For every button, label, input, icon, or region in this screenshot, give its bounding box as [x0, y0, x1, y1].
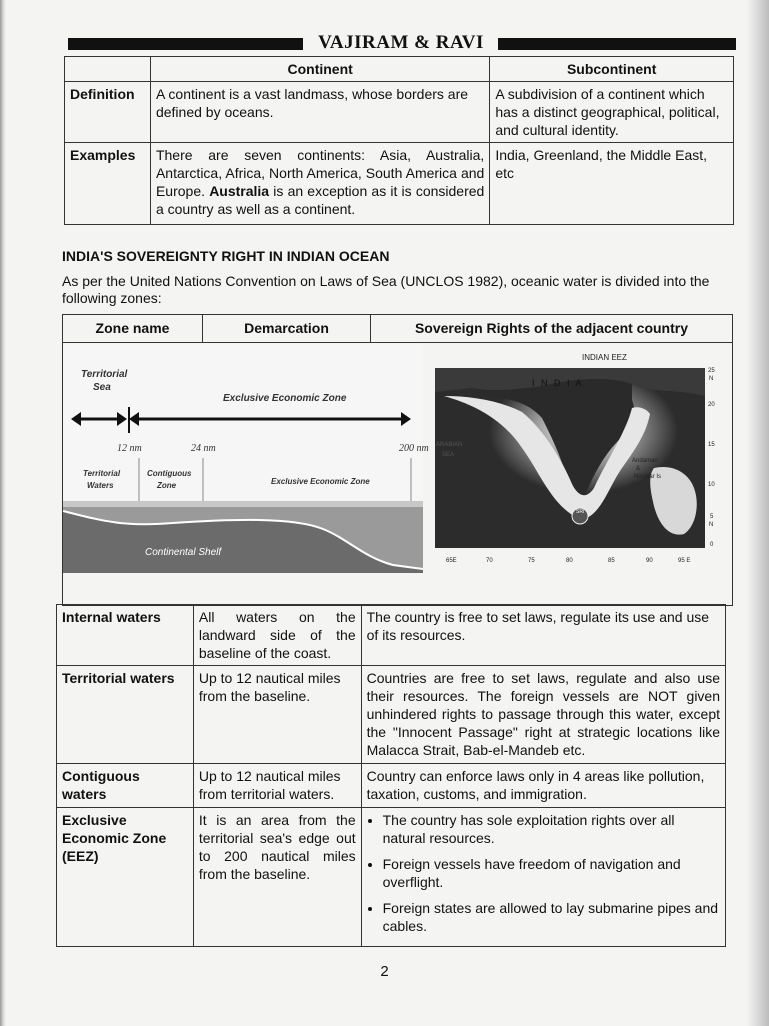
table-row [57, 605, 726, 666]
lon-90: 90 [646, 558, 653, 564]
zone-demarcation-contiguous: Up to 12 nautical miles from territorial waters. [193, 764, 361, 808]
lat-20: 20 [708, 402, 715, 408]
contiguous-zone-label-2: Zone [157, 481, 177, 490]
territorial-sea-label-1: Territorial [81, 369, 128, 380]
page-number: 2 [380, 963, 389, 980]
list-item: • The country has sole exploitation rights over all natural resources. [383, 811, 720, 847]
distance-200nm: 200 nm [399, 443, 429, 454]
header-continent: Continent [150, 57, 489, 82]
subcontinent-examples: India, Greenland, the Middle East, etc [490, 143, 734, 225]
lat-5: 5 [710, 514, 714, 520]
lat-15: 15 [708, 442, 715, 448]
lat-25: 25 [708, 368, 715, 374]
header-subcontinent: Subcontinent [490, 57, 734, 82]
map-label-arabian-1: ARABIAN [436, 442, 463, 448]
continent-definition: A continent is a vast landmass, whose borders are defined by oceans. [150, 82, 489, 143]
distance-12nm: 12 nm [117, 443, 142, 454]
subcontinent-definition: A subdivision of a continent which has a distinct geographical, political, and cultural identity. [490, 82, 734, 143]
zone-name-territorial: Territorial waters [57, 666, 194, 764]
row-label-examples: Examples [65, 143, 151, 225]
map-label-andaman-1: Andaman [632, 458, 658, 464]
header-cell-empty [65, 57, 151, 82]
territorial-waters-label-1: Territorial [83, 469, 121, 478]
distance-24nm: 24 nm [191, 443, 216, 454]
lat-5n: N [709, 522, 714, 528]
brand-title: VAJIRAM & RAVI [318, 32, 484, 53]
map-title: INDIAN EEZ [582, 353, 627, 362]
continent-examples-tail: is an exception as it is considered a country as well as a continent. [155, 183, 485, 217]
zone-rights-contiguous: Country can enforce laws only in 4 areas like pollution, taxation, customs, and immigration. [361, 764, 725, 808]
continent-examples-text: There are seven continents: Asia, Australia, Antarctica, Africa, North America, South America and Europe. [155, 147, 485, 199]
eez-small-label: Exclusive Economic Zone [271, 477, 370, 486]
zone-demarcation-eez: It is an area from the territorial sea's edge out to 200 nautical miles from the baseline. [193, 808, 361, 947]
lat-25n: N [709, 376, 714, 382]
header-bar-left [68, 38, 303, 50]
list-item: • Foreign states are allowed to lay submarine pipes and cables. [383, 899, 720, 935]
map-label-arabian-2: SEA [442, 452, 455, 458]
eez-diagram-label: Exclusive Economic Zone [223, 393, 347, 404]
lat-10: 10 [708, 482, 715, 488]
lon-80: 80 [566, 558, 573, 564]
map-label-andaman-2: & [636, 466, 641, 472]
table-row [57, 666, 726, 764]
continent-examples-bold: Australia [209, 183, 270, 199]
zones-header-row [63, 315, 732, 343]
territorial-waters-label-2: Waters [87, 481, 114, 490]
lat-0: 0 [710, 542, 714, 548]
header-bar-right [498, 38, 736, 50]
table-row [65, 143, 734, 225]
eez-rights-list [367, 811, 720, 935]
continent-examples [150, 143, 489, 225]
zone-name-internal: Internal waters [57, 605, 194, 666]
territorial-sea-label-2: Sea [93, 382, 111, 393]
zone-name-eez: Exclusive Economic Zone (EEZ) [57, 808, 194, 947]
table-row [65, 82, 734, 143]
longitude-labels [446, 558, 690, 564]
row-label-definition: Definition [65, 82, 151, 143]
continent-comparison-table [64, 56, 734, 225]
map-label-india: I N D I A [532, 378, 584, 388]
lon-70: 70 [486, 558, 493, 564]
indian-eez-map [432, 348, 717, 570]
contiguous-zone-label-1: Contiguous [147, 469, 192, 478]
page-right-edge [747, 0, 769, 1026]
zone-rights-territorial: Countries are free to set laws, regulate and also use their resources. The foreign vessels are NOT given unhindered rights to passage through this water, except the "Innocent Passage" right at strategic locations like Malacca Strait, Bab-el-Mandeb etc. [361, 666, 725, 764]
header-zone-name: Zone name [63, 315, 203, 342]
zone-name-contiguous: Contiguous waters [57, 764, 194, 808]
lon-85: 85 [608, 558, 615, 564]
table-header-row [65, 57, 734, 82]
zone-demarcation-territorial: Up to 12 nautical miles from the baseline. [193, 666, 361, 764]
list-item: • Foreign vessels have freedom of navigation and overflight. [383, 855, 720, 891]
zone-rights-eez [361, 808, 725, 947]
lon-95e: 95 E [678, 558, 691, 564]
zone-rights-internal: The country is free to set laws, regulate its use and use of its resources. [361, 605, 725, 666]
zone-demarcation-internal: All waters on the landward side of the baseline of the coast. [193, 605, 361, 666]
section-intro: As per the United Nations Convention on Laws of Sea (UNCLOS 1982), oceanic water is divided into the following zones: [62, 273, 710, 306]
maritime-zones-table [56, 604, 726, 947]
zones-figure-box [62, 314, 733, 606]
lon-75: 75 [528, 558, 535, 564]
table-row [57, 808, 726, 947]
section-heading: INDIA'S SOVEREIGNTY RIGHT IN INDIAN OCEAN [62, 248, 390, 264]
page-left-edge [0, 0, 6, 1026]
header-demarcation: Demarcation [203, 315, 371, 342]
maritime-zones-diagram [63, 343, 429, 573]
map-label-sri: SRI [576, 509, 585, 515]
table-row [57, 764, 726, 808]
latitude-labels [708, 368, 715, 548]
lon-65e: 65E [446, 558, 457, 564]
page-header [68, 33, 736, 53]
header-sovereign-rights: Sovereign Rights of the adjacent country [414, 320, 689, 336]
continental-shelf-label: Continental Shelf [145, 547, 222, 558]
map-label-andaman-3: Nicobar Is [634, 474, 662, 480]
